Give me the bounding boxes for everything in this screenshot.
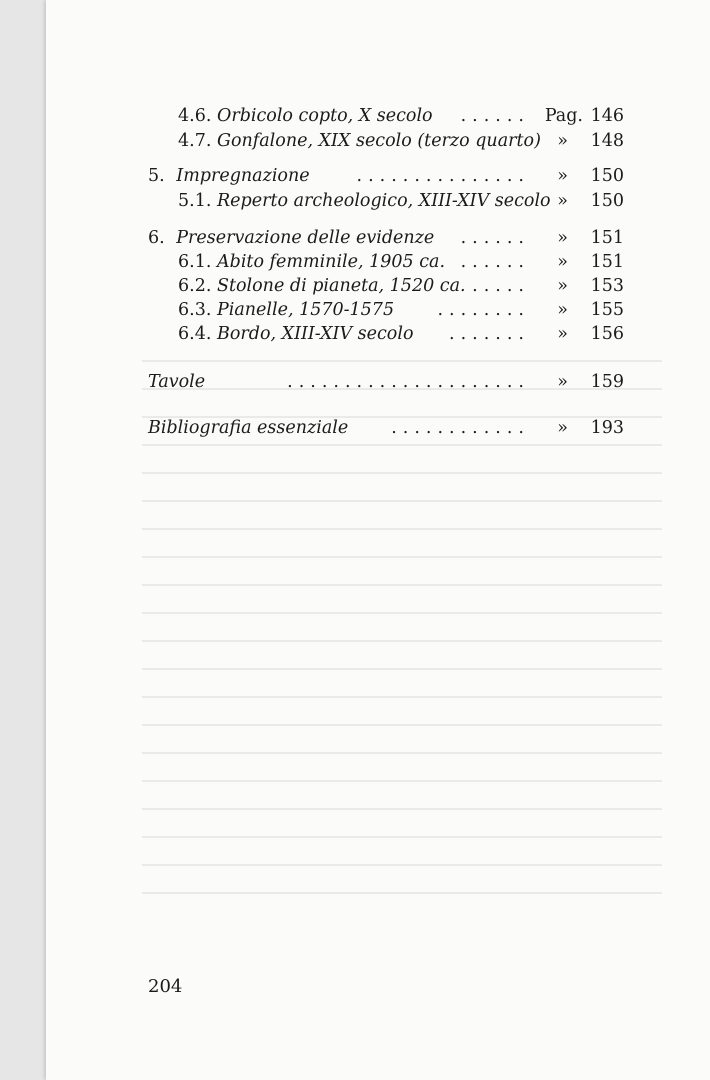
entry-title: Tavole xyxy=(148,372,206,392)
leader-dots: ............ xyxy=(391,418,530,438)
entry-title: Bibliografia essenziale xyxy=(148,418,349,438)
page-ref: 148 xyxy=(590,131,624,151)
toc-entry xyxy=(0,163,710,189)
leader-dots: ..................... xyxy=(287,372,530,392)
entry-title: Bordo, XIII-XIV secolo xyxy=(216,324,414,344)
page-ref: 193 xyxy=(590,418,624,438)
toc-entry xyxy=(0,128,710,154)
toc-entry xyxy=(0,321,710,347)
show-through-texture xyxy=(142,360,662,920)
entry-title: Stolone di pianeta, 1520 ca. xyxy=(216,276,466,296)
page-prefix: » xyxy=(557,372,568,392)
entry-title: Impregnazione xyxy=(176,166,310,186)
page-ref: 159 xyxy=(590,372,624,392)
toc-entry xyxy=(0,273,710,299)
entry-title: Gonfalone, XIX secolo (terzo quarto) xyxy=(216,131,541,151)
page-prefix: » xyxy=(557,418,568,438)
entry-number: 5. xyxy=(148,166,165,186)
book-page xyxy=(46,0,710,1080)
page-prefix: » xyxy=(557,276,568,296)
page-ref: 150 xyxy=(590,166,624,186)
page-ref: 151 xyxy=(590,228,624,248)
toc-entry xyxy=(0,369,710,395)
toc-entry xyxy=(0,249,710,275)
toc-entry xyxy=(0,225,710,251)
entry-number: 6. xyxy=(148,228,165,248)
entry-title: Abito femminile, 1905 ca. xyxy=(216,252,446,272)
leader-dots: ...... xyxy=(460,106,530,126)
page-ref: 150 xyxy=(590,191,624,211)
leader-dots: ...... xyxy=(460,252,530,272)
toc-entry xyxy=(0,103,710,129)
leader-dots: ....... xyxy=(449,324,530,344)
leader-dots: ............... xyxy=(356,166,530,186)
page-number: 204 xyxy=(148,976,183,997)
entry-title: Pianelle, 1570-1575 xyxy=(216,300,395,320)
entry-number: 4.6. xyxy=(178,106,212,126)
entry-title: Reperto archeologico, XIII-XIV secolo xyxy=(216,191,551,211)
page-prefix: » xyxy=(557,300,568,320)
leader-dots: ...... xyxy=(460,228,530,248)
entry-number: 6.1. xyxy=(178,252,212,272)
entry-number: 5.1. xyxy=(178,191,212,211)
page-prefix: » xyxy=(557,252,568,272)
page-prefix: » xyxy=(557,166,568,186)
page-ref: 146 xyxy=(590,106,624,126)
page-ref: 153 xyxy=(590,276,624,296)
page-prefix: Pag. xyxy=(544,106,583,126)
toc-entry xyxy=(0,415,710,441)
page-ref: 151 xyxy=(590,252,624,272)
entry-number: 6.2. xyxy=(178,276,212,296)
entry-title: Orbicolo copto, X secolo xyxy=(216,106,433,126)
page-ref: 155 xyxy=(590,300,624,320)
page-prefix: » xyxy=(557,324,568,344)
entry-number: 4.7. xyxy=(178,131,212,151)
page-prefix: » xyxy=(557,131,568,151)
entry-number: 6.3. xyxy=(178,300,212,320)
leader-dots: ........ xyxy=(437,300,530,320)
toc-entry xyxy=(0,188,710,214)
page-prefix: » xyxy=(557,228,568,248)
entry-number: 6.4. xyxy=(178,324,212,344)
leader-dots: ..... xyxy=(472,276,530,296)
toc-entry xyxy=(0,297,710,323)
entry-title: Preservazione delle evidenze xyxy=(176,228,435,248)
page-ref: 156 xyxy=(590,324,624,344)
page-prefix: » xyxy=(557,191,568,211)
